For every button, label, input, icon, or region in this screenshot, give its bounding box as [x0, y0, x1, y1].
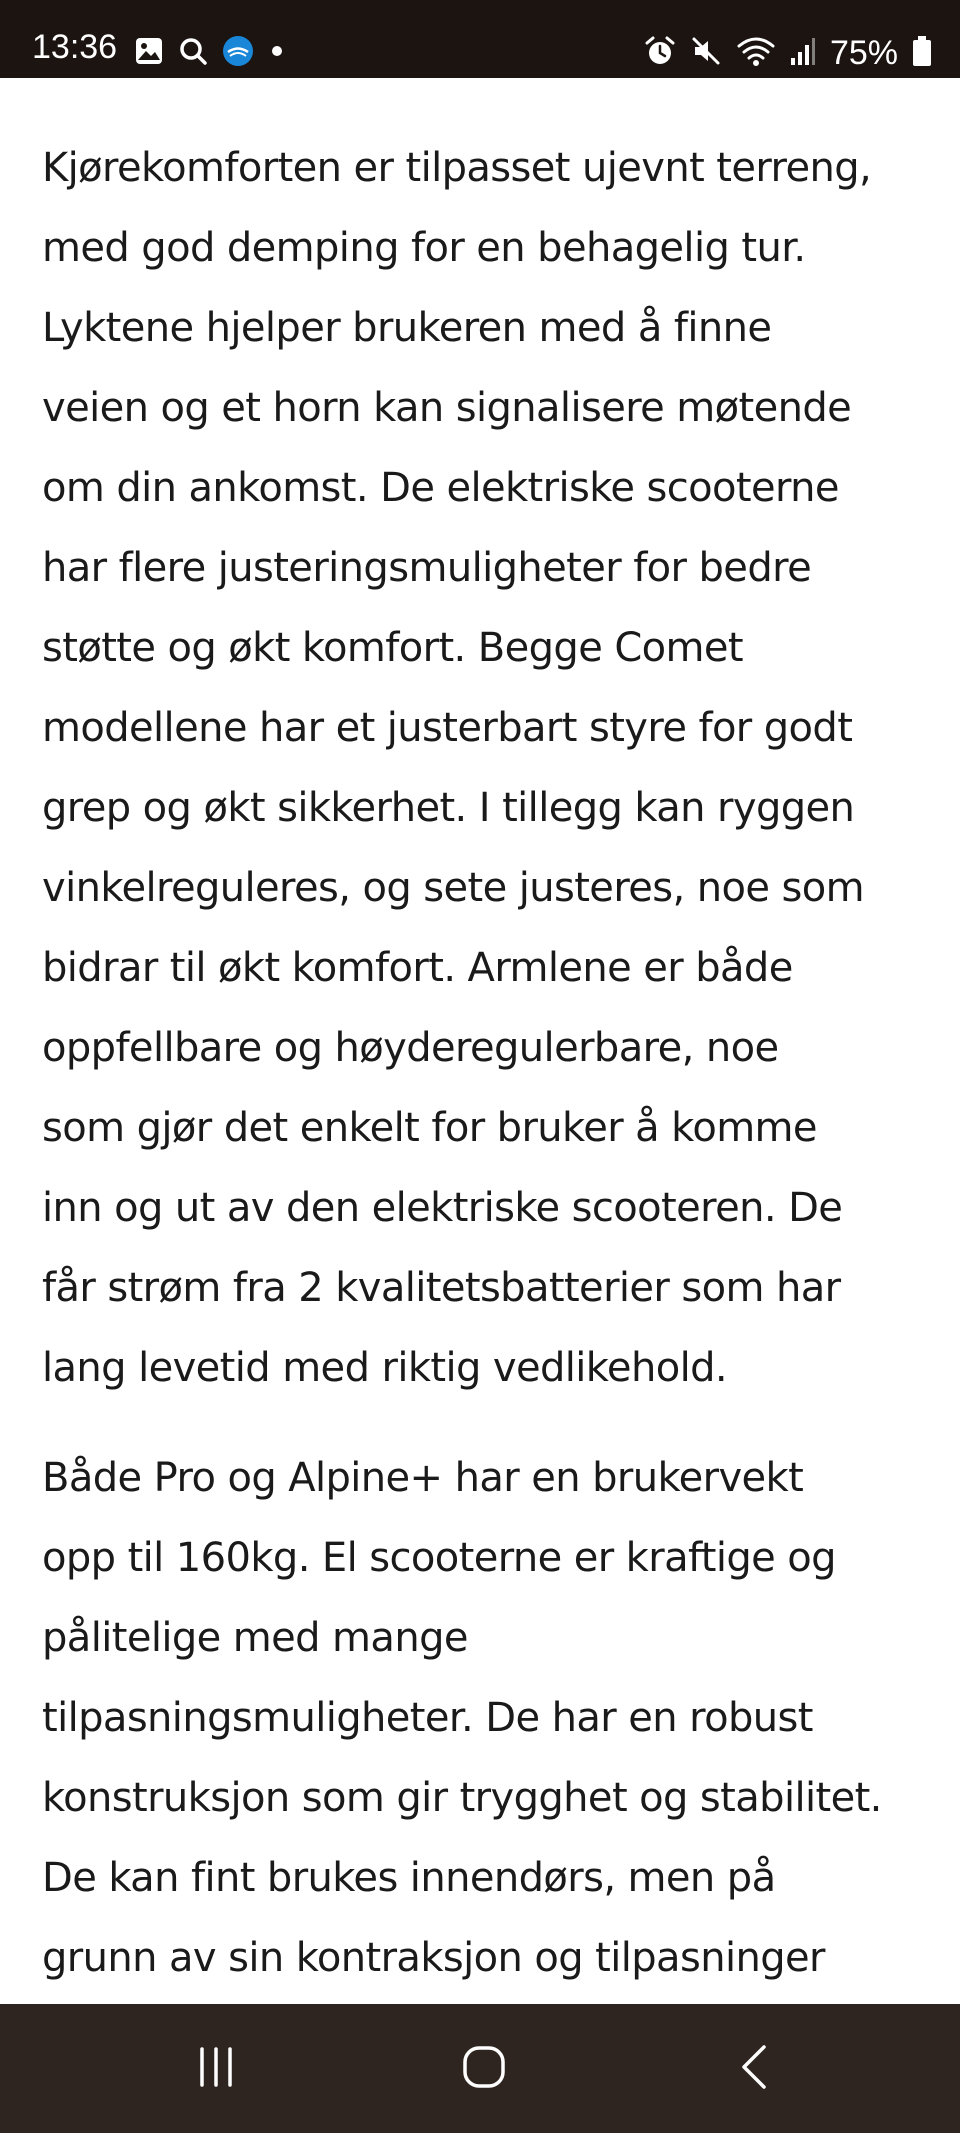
recent-apps-button[interactable] — [136, 2004, 296, 2133]
dot-icon — [268, 42, 286, 65]
text-line: har flere justeringsmuligheter for bedre — [42, 545, 812, 591]
text-line: støtte og økt komfort. Begge Comet — [42, 625, 744, 671]
back-icon — [736, 2043, 772, 2095]
text-line: veien og et horn kan signalisere møtende — [42, 385, 852, 431]
wifi-icon — [736, 35, 776, 72]
alarm-icon — [644, 35, 676, 72]
search-icon — [178, 36, 208, 71]
gallery-icon — [134, 36, 164, 71]
article-paragraph-1 — [42, 128, 922, 1408]
text-line: Lyktene hjelper brukeren med å finne — [42, 305, 772, 351]
text-line: grep og økt sikkerhet. I tillegg kan ryggen — [42, 785, 855, 831]
text-line: inn og ut av den elektriske scooteren. De — [42, 1185, 843, 1231]
text-line: Kjørekomforten er tilpasset ujevnt terreng, — [42, 145, 872, 191]
article-content — [42, 128, 922, 1998]
status-left-icons — [134, 36, 286, 70]
text-line: vinkelreguleres, og sete justeres, noe som — [42, 865, 864, 911]
navigation-bar — [0, 2004, 960, 2133]
battery-percent: 75% — [829, 34, 898, 72]
text-line: grunn av sin kontraksjon og tilpasninger — [42, 1935, 825, 1981]
text-line: med god demping for en behagelig tur. — [42, 225, 806, 271]
article-paragraph-2 — [42, 1438, 922, 1998]
back-button[interactable] — [674, 2004, 834, 2133]
text-line: opp til 160kg. El scooterne er kraftige og — [42, 1535, 836, 1581]
text-line: modellene har et justerbart styre for godt — [42, 705, 853, 751]
home-icon — [460, 2043, 508, 2095]
home-button[interactable] — [404, 2004, 564, 2133]
text-line: pålitelige med mange — [42, 1615, 468, 1661]
text-line: Både Pro og Alpine+ har en brukervekt — [42, 1455, 804, 1501]
text-line: De kan fint brukes innendørs, men på — [42, 1855, 776, 1901]
mute-icon — [690, 35, 722, 72]
text-line: får strøm fra 2 kvalitetsbatterier som har — [42, 1265, 841, 1311]
text-line: oppfellbare og høyderegulerbare, noe — [42, 1025, 779, 1071]
text-line: tilpasningsmuligheter. De har en robust — [42, 1695, 813, 1741]
text-line: lang levetid med riktig vedlikehold. — [42, 1345, 727, 1391]
battery-icon — [912, 35, 932, 72]
text-line: om din ankomst. De elektriske scooterne — [42, 465, 839, 511]
status-right-icons — [644, 36, 932, 70]
recent-apps-icon — [194, 2045, 238, 2093]
text-line: konstruksjon som gir trygghet og stabilitet. — [42, 1775, 882, 1821]
status-bar — [0, 0, 960, 78]
signal-icon — [790, 36, 816, 71]
status-time: 13:36 — [32, 28, 118, 66]
app-icon — [222, 35, 254, 72]
text-line: som gjør det enkelt for bruker å komme — [42, 1105, 817, 1151]
text-line: bidrar til økt komfort. Armlene er både — [42, 945, 793, 991]
